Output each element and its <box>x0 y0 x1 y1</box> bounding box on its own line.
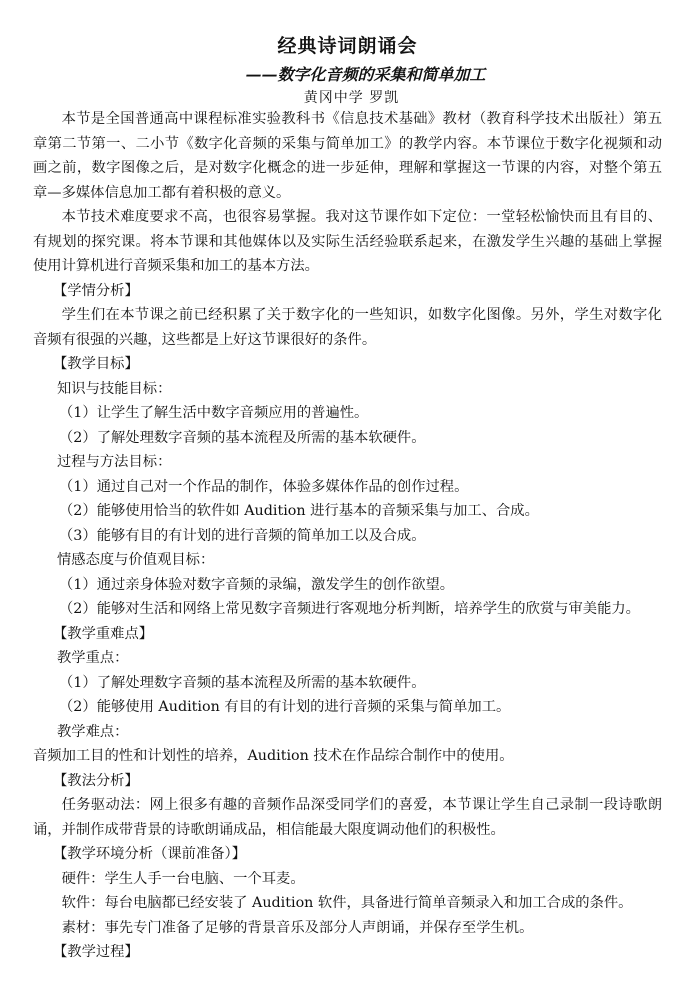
goal-item: （2）能够对生活和网络上常见数字音频进行客观地分析判断，培养学生的欣赏与审美能力。 <box>59 601 640 617</box>
goal-group-knowledge-title: 知识与技能目标： <box>57 380 172 397</box>
environment-materials: 素材：事先专门准备了足够的背景音乐及部分人声朗诵，并保存至学生机。 <box>61 919 534 936</box>
section-heading-environment: 【教学环境分析（课前准备）】 <box>53 846 247 862</box>
section-heading-method: 【教法分析】 <box>53 772 139 789</box>
goal-item: （2）能够使用恰当的软件如 Audition 进行基本的音频采集与加工、合成。 <box>59 503 539 519</box>
section-heading-process: 【教学过程】 <box>53 944 139 960</box>
goal-item: （1）通过亲身体验对数字音频的录编，激发学生的创作欲望。 <box>59 576 455 593</box>
intro-paragraph-2: 本节技术难度要求不高，也很容易掌握。我对这节课作如下定位：一堂轻松愉快而且有目的、有规划的探究课。将本节课和其他媒体以及实际生活经验联系起来，在激发学生兴趣的基础上掌握使用计算机进行音频采集和加工的基本方法。 <box>33 209 662 274</box>
goal-item: （1）通过自己对一个作品的制作，体验多媒体作品的创作过程。 <box>59 478 469 495</box>
key-point-item: （2）能够使用 Audition 有目的有计划的进行音频的采集与简单加工。 <box>59 699 511 715</box>
goal-item: （1）让学生了解生活中数字音频应用的普遍性。 <box>59 405 369 421</box>
intro-paragraph-1: 本节是全国普通高中课程标准实验教科书《信息技术基础》教材（教育科学技术出版社）第五章第二节第一、二小节《数字化音频的采集与简单加工》的教学内容。本节课位于数字化视频和动画之前，数字图像之后，是对数字化概念的进一步延伸，理解和掌握这一节课的内容，对整个第五章—多媒体信息加工都有着积极的意义。 <box>33 111 662 201</box>
section-heading-student-analysis: 【学情分析】 <box>53 282 139 299</box>
difficulties-text: 音频加工目的性和计划性的培养，Audition 技术在作品综合制作中的使用。 <box>33 748 514 764</box>
key-points-title: 教学重点： <box>57 650 129 666</box>
difficulties-title: 教学难点： <box>57 723 129 740</box>
student-analysis-paragraph: 学生们在本节课之前已经积累了关于数字化的一些知识，如数字化图像。另外，学生对数字化音频有很强的兴趣，这些都是上好这节课很好的条件。 <box>33 307 662 348</box>
environment-software: 软件：每台电脑都已经安装了 Audition 软件，具备进行简单音频录入和加工合成的条件。 <box>61 895 633 911</box>
document-title: 经典诗词朗诵会 <box>277 35 418 57</box>
section-heading-key-points: 【教学重难点】 <box>53 625 154 642</box>
author-line: 黄冈中学 罗凯 <box>303 90 400 106</box>
key-point-item: （1）了解处理数字音频的基本流程及所需的基本软硬件。 <box>59 674 426 691</box>
environment-hardware: 硬件：学生人手一台电脑、一个耳麦。 <box>61 870 305 887</box>
section-heading-teaching-goals: 【教学目标】 <box>53 356 139 372</box>
goal-item: （2）了解处理数字音频的基本流程及所需的基本软硬件。 <box>59 429 426 446</box>
goal-group-process-title: 过程与方法目标： <box>57 454 172 470</box>
goal-group-attitude-title: 情感态度与价值观目标： <box>57 552 215 568</box>
method-paragraph: 任务驱动法：网上很多有趣的音频作品深受同学们的喜爱，本节课让学生自己录制一段诗歌朗诵，并制作成带背景的诗歌朗诵成品，相信能最大限度调动他们的积极性。 <box>33 797 662 838</box>
goal-item: （3）能够有目的有计划的进行音频的简单加工以及合成。 <box>59 527 426 544</box>
document-subtitle: ——数字化音频的采集和简单加工 <box>245 65 486 84</box>
